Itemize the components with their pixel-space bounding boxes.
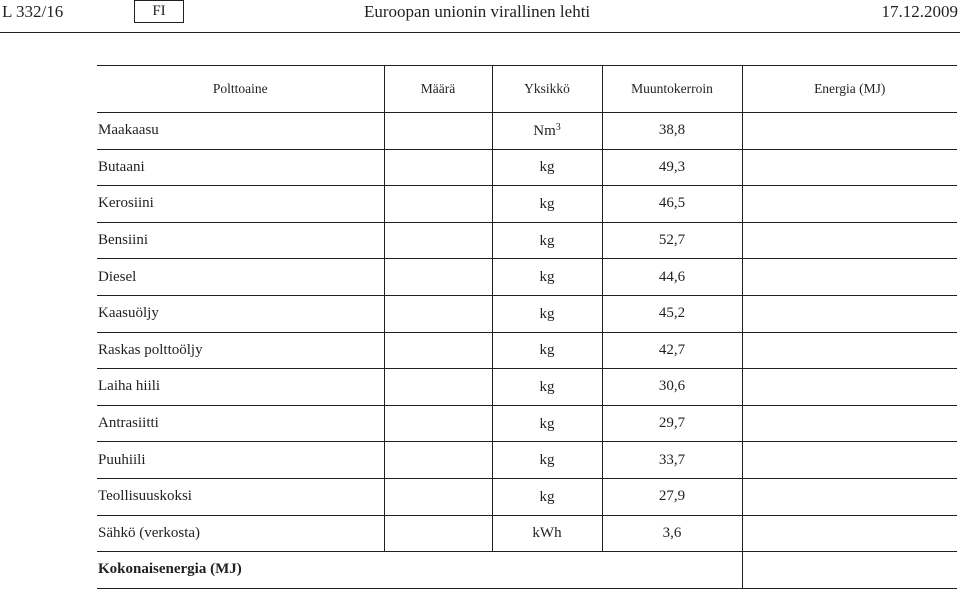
cell-factor <box>602 332 742 369</box>
cell-factor <box>602 369 742 406</box>
cell-energy <box>742 149 957 186</box>
publication-date: 17.12.2009 <box>881 2 958 21</box>
cell-fuel-text: Antrasiitti <box>98 415 159 432</box>
cell-fuel <box>97 259 384 296</box>
journal-title: Euroopan unionin virallinen lehti <box>364 2 591 21</box>
cell-amount <box>384 259 492 296</box>
cell-unit-text: kg <box>539 159 555 176</box>
cell-fuel <box>97 186 384 223</box>
cell-energy <box>742 369 957 406</box>
table-row <box>97 442 957 479</box>
cell-fuel-text: Kerosiini <box>98 195 154 212</box>
table-row <box>97 222 957 259</box>
cell-unit <box>492 113 602 150</box>
unit-superscript: 3 <box>555 121 561 133</box>
cell-energy <box>742 332 957 369</box>
cell-factor-text: 46,5 <box>658 195 686 212</box>
cell-factor <box>602 295 742 332</box>
cell-energy <box>742 113 957 150</box>
cell-factor <box>602 186 742 223</box>
cell-energy <box>742 478 957 515</box>
cell-factor-text: 42,7 <box>658 341 686 358</box>
cell-unit-text: kg <box>539 269 555 286</box>
cell-fuel <box>97 478 384 515</box>
cell-factor <box>602 515 742 552</box>
cell-factor <box>602 113 742 150</box>
cell-factor-text: 27,9 <box>658 488 686 505</box>
column-header-amount: Määrä <box>384 66 492 113</box>
cell-fuel-text: Sähkö (verkosta) <box>98 524 201 541</box>
table-row <box>97 332 957 369</box>
cell-factor-text: 52,7 <box>658 232 686 249</box>
cell-unit <box>492 405 602 442</box>
cell-factor-text: 29,7 <box>658 415 686 432</box>
cell-total-energy <box>742 552 957 589</box>
page-number: L 332/16 <box>2 2 64 21</box>
cell-factor-text: 38,8 <box>658 122 686 139</box>
cell-unit <box>492 515 602 552</box>
cell-fuel-text: Laiha hiili <box>98 378 161 395</box>
cell-factor-text: 33,7 <box>658 451 686 468</box>
cell-energy <box>742 295 957 332</box>
cell-fuel-text: Butaani <box>98 158 145 175</box>
cell-factor <box>602 442 742 479</box>
page-header <box>0 0 960 34</box>
cell-factor <box>602 149 742 186</box>
cell-fuel <box>97 442 384 479</box>
cell-factor-text: 44,6 <box>658 268 686 285</box>
header-rule <box>0 32 960 33</box>
table-row <box>97 259 957 296</box>
cell-fuel-text: Teollisuuskoksi <box>98 488 192 505</box>
cell-amount <box>384 186 492 223</box>
cell-energy <box>742 405 957 442</box>
fuel-conversion-table <box>97 65 957 589</box>
total-label: Kokonaisenergia (MJ) <box>97 552 742 589</box>
cell-fuel <box>97 515 384 552</box>
cell-amount <box>384 515 492 552</box>
cell-fuel-text: Diesel <box>98 268 137 285</box>
cell-fuel-text: Maakaasu <box>98 122 159 139</box>
cell-unit-text: kg <box>539 378 555 395</box>
cell-unit <box>492 332 602 369</box>
cell-amount <box>384 149 492 186</box>
table-row <box>97 478 957 515</box>
table-row <box>97 515 957 552</box>
cell-fuel <box>97 222 384 259</box>
cell-unit-text: kg <box>539 232 555 249</box>
cell-amount <box>384 369 492 406</box>
table-row <box>97 405 957 442</box>
cell-unit <box>492 259 602 296</box>
cell-factor-text: 3,6 <box>662 524 682 541</box>
table-row <box>97 186 957 223</box>
table-row <box>97 149 957 186</box>
cell-amount <box>384 113 492 150</box>
cell-fuel <box>97 332 384 369</box>
cell-factor-text: 45,2 <box>658 305 686 322</box>
cell-factor <box>602 259 742 296</box>
cell-fuel <box>97 369 384 406</box>
total-row <box>97 552 957 589</box>
table-header-row <box>97 66 957 113</box>
cell-energy <box>742 442 957 479</box>
cell-unit <box>492 222 602 259</box>
cell-amount <box>384 442 492 479</box>
cell-unit-text: kg <box>539 488 555 505</box>
cell-amount <box>384 332 492 369</box>
cell-fuel-text: Puuhiili <box>98 451 146 468</box>
cell-fuel-text: Raskas polttoöljy <box>98 341 203 358</box>
cell-amount <box>384 295 492 332</box>
cell-unit-text: kg <box>539 195 555 212</box>
cell-factor-text: 30,6 <box>658 378 686 395</box>
cell-fuel <box>97 113 384 150</box>
column-header-unit: Yksikkö <box>492 66 602 113</box>
cell-unit-text: kg <box>539 452 555 469</box>
cell-unit <box>492 369 602 406</box>
cell-energy <box>742 186 957 223</box>
cell-unit <box>492 149 602 186</box>
cell-amount <box>384 405 492 442</box>
language-badge: FI <box>134 0 184 23</box>
cell-unit <box>492 442 602 479</box>
cell-fuel-text: Bensiini <box>98 232 149 249</box>
cell-unit <box>492 478 602 515</box>
table-row <box>97 369 957 406</box>
table-row <box>97 113 957 150</box>
cell-unit-text: kg <box>539 342 555 359</box>
cell-unit-text: kg <box>539 305 555 322</box>
cell-fuel-text: Kaasuöljy <box>98 305 159 322</box>
cell-factor <box>602 478 742 515</box>
column-header-energy: Energia (MJ) <box>742 66 957 113</box>
cell-amount <box>384 478 492 515</box>
column-header-fuel: Polttoaine <box>97 66 384 113</box>
cell-unit <box>492 295 602 332</box>
cell-unit-text: kg <box>539 415 555 432</box>
table-row <box>97 295 957 332</box>
cell-unit-text: kWh <box>532 525 562 542</box>
cell-amount <box>384 222 492 259</box>
cell-factor <box>602 222 742 259</box>
cell-energy <box>742 259 957 296</box>
cell-factor-text: 49,3 <box>658 158 686 175</box>
cell-factor <box>602 405 742 442</box>
cell-unit <box>492 186 602 223</box>
cell-energy <box>742 222 957 259</box>
cell-fuel <box>97 295 384 332</box>
cell-energy <box>742 515 957 552</box>
cell-unit-text: Nm <box>533 122 556 139</box>
column-header-factor: Muuntokerroin <box>602 66 742 113</box>
cell-fuel <box>97 149 384 186</box>
cell-fuel <box>97 405 384 442</box>
